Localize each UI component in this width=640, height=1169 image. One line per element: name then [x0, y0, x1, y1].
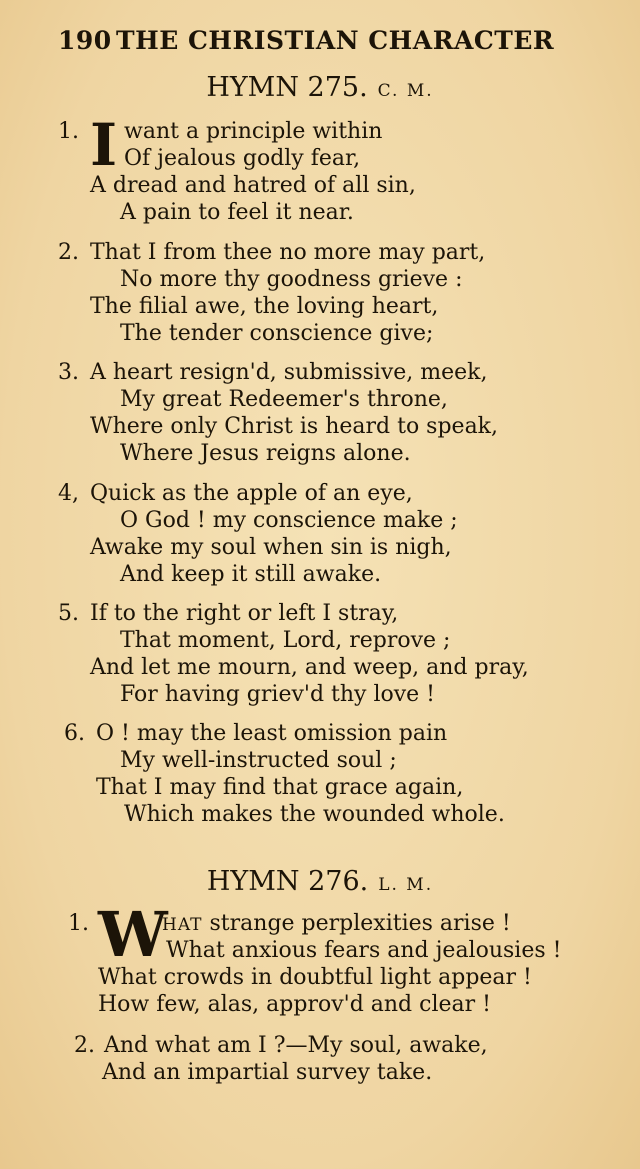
stanza-line: My well-instructed soul ; — [120, 748, 397, 773]
stanza-line — [58, 480, 618, 507]
stanza-line: Awake my soul when sin is nigh, — [90, 535, 452, 560]
stanza-line: And let me mourn, and weep, and pray, — [90, 655, 529, 680]
stanza-line: O God ! my conscience make ; — [120, 508, 458, 533]
hymn-275-heading: HYMN 275. — [206, 72, 368, 103]
line-text: And what am I ?—My soul, awake, — [104, 1033, 488, 1058]
hymn-276-title — [0, 866, 640, 897]
stanza-line: Which makes the wounded whole. — [124, 802, 505, 827]
stanza-line: For having griev'd thy love ! — [120, 682, 436, 707]
hymn-276-meter: L. M. — [378, 875, 434, 895]
stanza-line: Of jealous godly fear, — [124, 146, 361, 171]
stanza-line: A pain to feel it near. — [120, 200, 354, 225]
first-word-rest: HAT — [162, 915, 203, 935]
line-text: Quick as the apple of an eye, — [90, 481, 413, 506]
line-text-rest: strange perplexities arise ! — [209, 911, 511, 936]
stanza-line: What anxious fears and jealousies ! — [166, 938, 562, 963]
hymn-276-stanza-2 — [58, 1032, 618, 1086]
stanza-line: A dread and hatred of all sin, — [90, 173, 416, 198]
hymn-275-stanza-5 — [58, 600, 618, 708]
stanza-line — [58, 720, 618, 747]
stanza-line: And an impartial survey take. — [102, 1060, 433, 1085]
drop-cap: I — [90, 111, 118, 179]
stanza-number: 5. — [58, 601, 79, 626]
stanza-line: No more thy goodness grieve : — [120, 267, 463, 292]
stanza-line: Where Jesus reigns alone. — [120, 441, 411, 466]
stanza-number: 1. — [68, 911, 89, 936]
hymn-275-title — [0, 72, 640, 103]
line-text: O ! may the least omission pain — [96, 721, 448, 746]
stanza-number: 6. — [64, 721, 85, 746]
stanza-number: 3. — [58, 360, 79, 385]
running-head — [58, 26, 568, 55]
stanza-line: That moment, Lord, reprove ; — [120, 628, 451, 653]
stanza-line: How few, alas, approv'd and clear ! — [98, 992, 491, 1017]
stanza-line — [58, 600, 618, 627]
stanza-number: 4, — [58, 481, 79, 506]
stanza-line — [58, 1032, 618, 1059]
hymn-275-stanza-3 — [58, 359, 618, 467]
stanza-line: The tender conscience give; — [120, 321, 434, 346]
hymn-275-stanza-4 — [58, 480, 618, 588]
hymn-276-stanza-1 — [58, 898, 618, 1018]
stanza-line — [58, 359, 618, 386]
line-text: That I from thee no more may part, — [90, 240, 486, 265]
hymn-275-meter: C. M. — [377, 81, 434, 101]
hymn-275-stanza-6 — [58, 720, 618, 828]
drop-cap: W — [98, 898, 168, 971]
stanza-line: The filial awe, the loving heart, — [90, 294, 439, 319]
hymn-276-heading: HYMN 276. — [206, 866, 369, 897]
stanza-number: 1. — [58, 119, 79, 144]
stanza-number: 2. — [74, 1033, 95, 1058]
stanza-line: And keep it still awake. — [120, 562, 382, 587]
stanza-line: What crowds in doubtful light appear ! — [98, 965, 532, 990]
page-number: 190 — [58, 26, 112, 55]
stanza-number: 2. — [58, 240, 79, 265]
stanza-line — [58, 239, 618, 266]
running-title: THE CHRISTIAN CHARACTER — [116, 26, 555, 55]
line-text: If to the right or left I stray, — [90, 601, 399, 626]
line-text: A heart resign'd, submissive, meek, — [90, 360, 488, 385]
stanza-line: That I may find that grace again, — [96, 775, 464, 800]
stanza-line: My great Redeemer's throne, — [120, 387, 448, 412]
line-text: want a principle within — [124, 119, 383, 144]
stanza-line: Where only Christ is heard to speak, — [90, 414, 499, 439]
hymn-275-stanza-1 — [58, 111, 618, 226]
hymn-275-stanza-2 — [58, 239, 618, 347]
